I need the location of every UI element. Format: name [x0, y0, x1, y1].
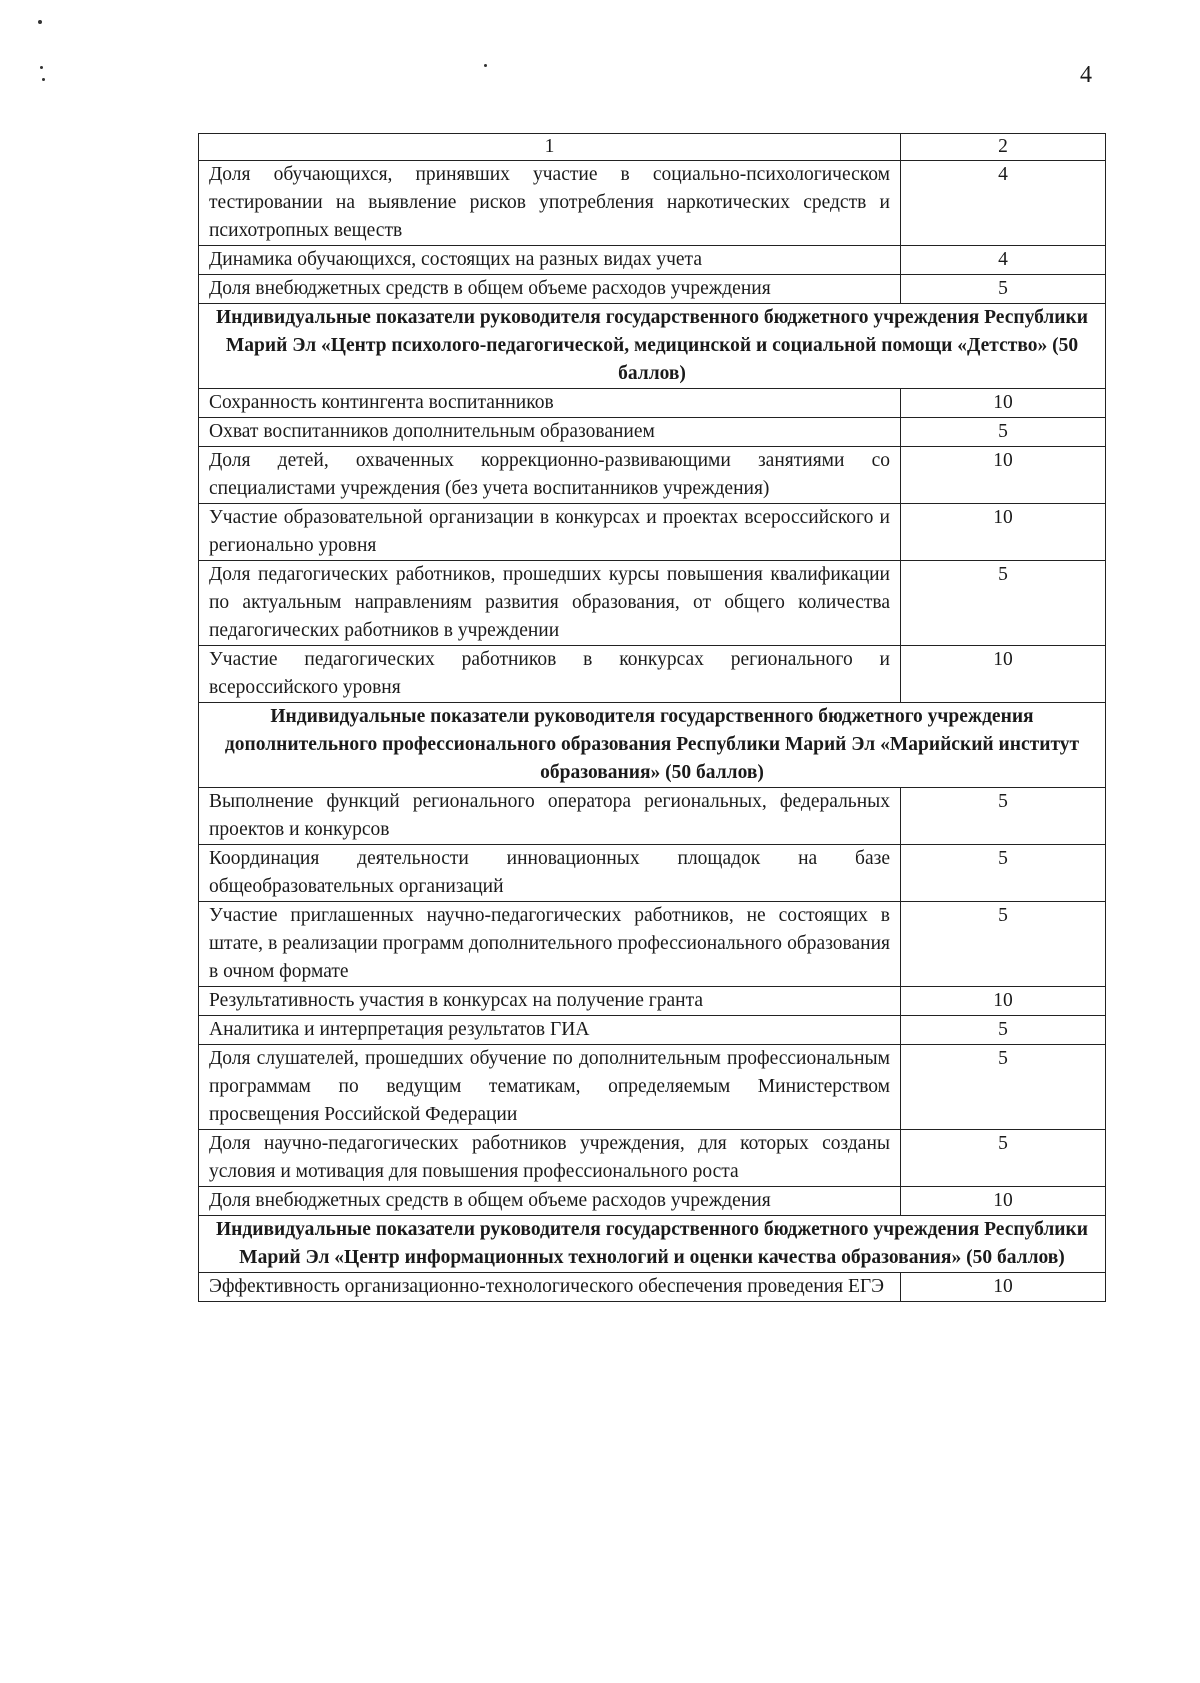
indicator-cell: Координация деятельности инновационных площадок на базе общеобразовательных организаций — [199, 845, 901, 902]
indicator-cell: Аналитика и интерпретация результатов ГИА — [199, 1016, 901, 1045]
table-row — [199, 987, 1106, 1016]
column-number-1: 1 — [199, 134, 901, 161]
indicator-cell: Доля внебюджетных средств в общем объеме расходов учреждения — [199, 275, 901, 304]
score-cell: 4 — [901, 246, 1106, 275]
column-number-2: 2 — [901, 134, 1106, 161]
indicator-cell: Доля внебюджетных средств в общем объеме расходов учреждения — [199, 1187, 901, 1216]
indicator-cell: Результативность участия в конкурсах на получение гранта — [199, 987, 901, 1016]
table-row — [199, 902, 1106, 987]
table-row — [199, 275, 1106, 304]
score-cell: 10 — [901, 1273, 1106, 1302]
scan-speck — [38, 20, 42, 24]
score-cell: 5 — [901, 845, 1106, 902]
table-row — [199, 788, 1106, 845]
table-row — [199, 161, 1106, 246]
page-number: 4 — [1080, 62, 1092, 88]
score-cell: 5 — [901, 902, 1106, 987]
table-row — [199, 504, 1106, 561]
table-row — [199, 1045, 1106, 1130]
indicator-cell: Динамика обучающихся, состоящих на разных видах учета — [199, 246, 901, 275]
score-cell: 5 — [901, 418, 1106, 447]
table-row — [199, 646, 1106, 703]
score-cell: 5 — [901, 1130, 1106, 1187]
scan-speck — [40, 66, 43, 69]
indicator-cell: Доля педагогических работников, прошедших курсы повышения квалификации по актуальным направлениям развития образования, от общего количества педагогических работников в учреждении — [199, 561, 901, 646]
score-cell: 5 — [901, 561, 1106, 646]
score-cell: 10 — [901, 987, 1106, 1016]
indicator-cell: Выполнение функций регионального оператора региональных, федеральных проектов и конкурсов — [199, 788, 901, 845]
table-row — [199, 845, 1106, 902]
indicator-cell: Участие образовательной организации в конкурсах и проектах всероссийского и регионально уровня — [199, 504, 901, 561]
score-cell: 10 — [901, 447, 1106, 504]
indicator-cell: Участие приглашенных научно-педагогических работников, не состоящих в штате, в реализации программ дополнительного профессионального образования в очном формате — [199, 902, 901, 987]
section-heading: Индивидуальные показатели руководителя государственного бюджетного учреждения Республики Марий Эл «Центр психолого-педагогической, медицинской и социальной помощи «Детство» (50 баллов) — [199, 304, 1106, 389]
indicator-cell: Сохранность контингента воспитанников — [199, 389, 901, 418]
table-row — [199, 1187, 1106, 1216]
indicator-cell: Доля слушателей, прошедших обучение по дополнительным профессиональным программам по ведущим тематикам, определяемым Министерством просвещения Российской Федерации — [199, 1045, 901, 1130]
scan-speck — [484, 64, 487, 67]
score-cell: 10 — [901, 1187, 1106, 1216]
score-cell: 10 — [901, 389, 1106, 418]
table-row — [199, 389, 1106, 418]
table-row — [199, 561, 1106, 646]
table-row — [199, 1273, 1106, 1302]
table-row — [199, 418, 1106, 447]
indicators-table — [198, 133, 1106, 1302]
section-heading: Индивидуальные показатели руководителя государственного бюджетного учреждения Республики Марий Эл «Центр информационных технологий и оценки качества образования» (50 баллов) — [199, 1216, 1106, 1273]
table-row — [199, 1130, 1106, 1187]
indicator-cell: Доля обучающихся, принявших участие в социально-психологическом тестировании на выявление рисков употребления наркотических средств и психотропных веществ — [199, 161, 901, 246]
score-cell: 5 — [901, 1016, 1106, 1045]
section-heading-row — [199, 1216, 1106, 1273]
table-row — [199, 246, 1106, 275]
indicator-cell: Охват воспитанников дополнительным образованием — [199, 418, 901, 447]
table-header-row — [199, 134, 1106, 161]
section-heading: Индивидуальные показатели руководителя государственного бюджетного учреждения дополнительного профессионального образования Республики Марий Эл «Марийский институт образования» (50 баллов) — [199, 703, 1106, 788]
indicator-cell: Доля научно-педагогических работников учреждения, для которых созданы условия и мотивация для повышения профессионального роста — [199, 1130, 901, 1187]
table-row — [199, 447, 1106, 504]
score-cell: 10 — [901, 504, 1106, 561]
score-cell: 5 — [901, 788, 1106, 845]
indicator-cell: Участие педагогических работников в конкурсах регионального и всероссийского уровня — [199, 646, 901, 703]
score-cell: 5 — [901, 275, 1106, 304]
section-heading-row — [199, 304, 1106, 389]
table-row — [199, 1016, 1106, 1045]
scan-speck — [42, 78, 45, 81]
indicator-cell: Эффективность организационно-технологического обеспечения проведения ЕГЭ — [199, 1273, 901, 1302]
score-cell: 4 — [901, 161, 1106, 246]
indicator-cell: Доля детей, охваченных коррекционно-развивающими занятиями со специалистами учреждения (без учета воспитанников учреждения) — [199, 447, 901, 504]
score-cell: 5 — [901, 1045, 1106, 1130]
score-cell: 10 — [901, 646, 1106, 703]
section-heading-row — [199, 703, 1106, 788]
